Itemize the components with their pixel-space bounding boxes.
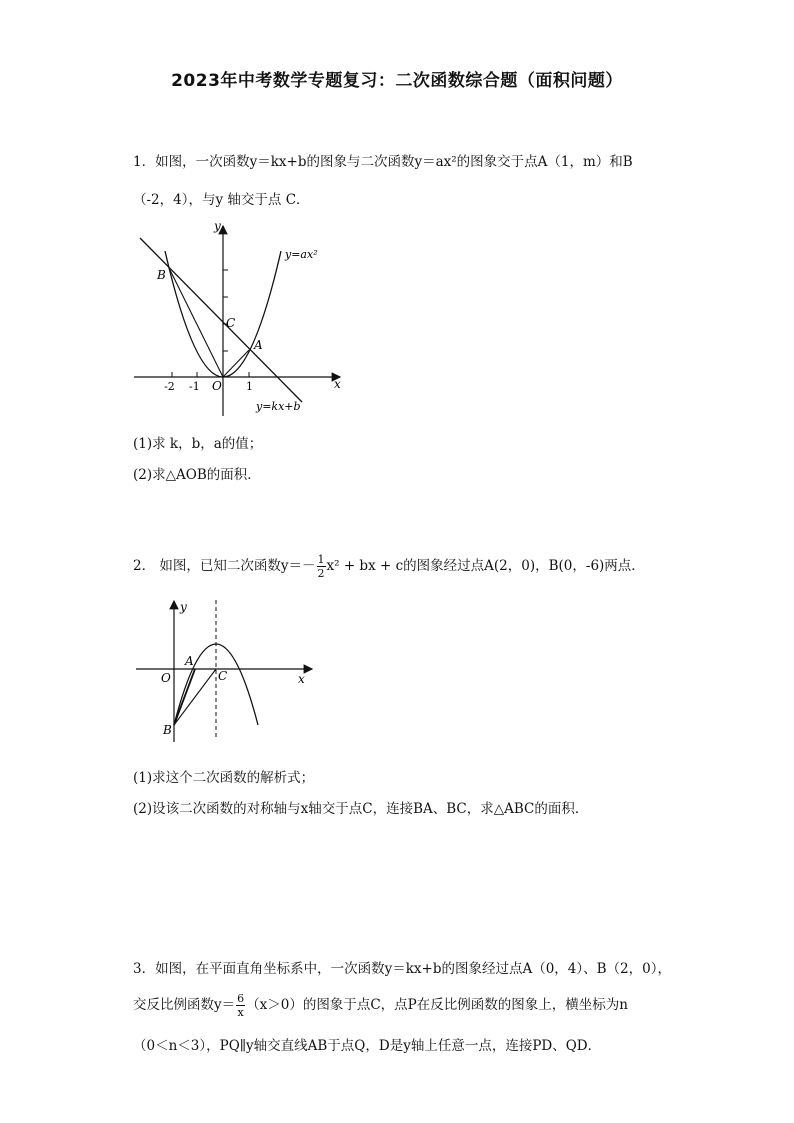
q1-tick-m1: -1	[189, 380, 200, 393]
q1-text-line2: （-2，4），与y 轴交于点 C．	[133, 192, 310, 208]
q3-frac-den: x	[237, 1006, 244, 1019]
q2-label-b: B	[163, 723, 172, 737]
q1-figure	[128, 218, 353, 418]
q2-label-c: C	[218, 669, 228, 683]
q1-label-y: y	[214, 219, 221, 233]
q1-part2: (2)求△AOB的面积．	[133, 467, 261, 483]
q2-segment-ba	[174, 669, 195, 725]
q2-part1: (1)求这个二次函数的解析式；	[133, 770, 315, 786]
q1-label-a: A	[254, 338, 263, 352]
q1-segment-oa	[223, 350, 249, 377]
q2-text-pre: 2． 如图，已知二次函数y＝－	[133, 558, 316, 574]
q2-label-o: O	[161, 671, 171, 685]
q1-tick-m2: -2	[164, 380, 175, 393]
q3-text-pre: 交反比例函数y＝	[133, 997, 236, 1013]
q2-frac-den: 2	[317, 567, 325, 580]
q1-label-c: C	[226, 316, 236, 330]
q2-frac-num: 1	[317, 553, 325, 566]
q2-text-line1	[133, 553, 645, 580]
q3-text-line1: 3．如图，在平面直角坐标系中，一次函数y＝kx+b的图象经过点A（0，4）、B（2，0），	[133, 961, 671, 977]
q1-label-b: B	[157, 268, 166, 282]
q3-text-line3: （0＜n＜3），PQ∥y轴交直线AB于点Q，D是y轴上任意一点，连接PD、QD．	[133, 1038, 602, 1054]
q3-text-post: （x＞0）的图象于点C，点P在反比例函数的图象上，横坐标为n	[246, 997, 628, 1013]
q3-frac-num: 6	[237, 992, 245, 1005]
q1-label-x: x	[334, 377, 341, 391]
q2-label-y: y	[180, 600, 187, 614]
q3-text-line2	[133, 992, 628, 1019]
q2-label-a: A	[185, 654, 194, 668]
page-title: 2023年中考数学专题复习：二次函数综合题（面积问题）	[171, 71, 623, 91]
q1-part1: (1)求 k，b，a的值；	[133, 436, 263, 452]
q2-figure	[132, 597, 322, 742]
q2-segment-bc	[174, 669, 216, 725]
q1-segment-ob	[170, 270, 223, 377]
q2-part2: (2)设该二次函数的对称轴与x轴交于点C，连接BA、BC，求△ABC的面积．	[133, 801, 589, 817]
q2-label-x: x	[298, 672, 305, 686]
q1-label-line: y=kx+b	[256, 400, 301, 413]
q2-text-post: x² + bx + c的图象经过点A(2，0)，B(0，-6)两点．	[326, 558, 645, 574]
q3-fraction	[236, 992, 245, 1019]
q1-label-o: O	[212, 379, 222, 393]
q1-text-line1: 1．如图，一次函数y＝kx+b的图象与二次函数y＝ax²的图象交于点A（1，m）和B	[133, 154, 633, 170]
q1-tick-1: 1	[246, 380, 253, 393]
q1-label-parabola: y=ax²	[285, 248, 318, 261]
q2-fraction	[317, 553, 326, 580]
